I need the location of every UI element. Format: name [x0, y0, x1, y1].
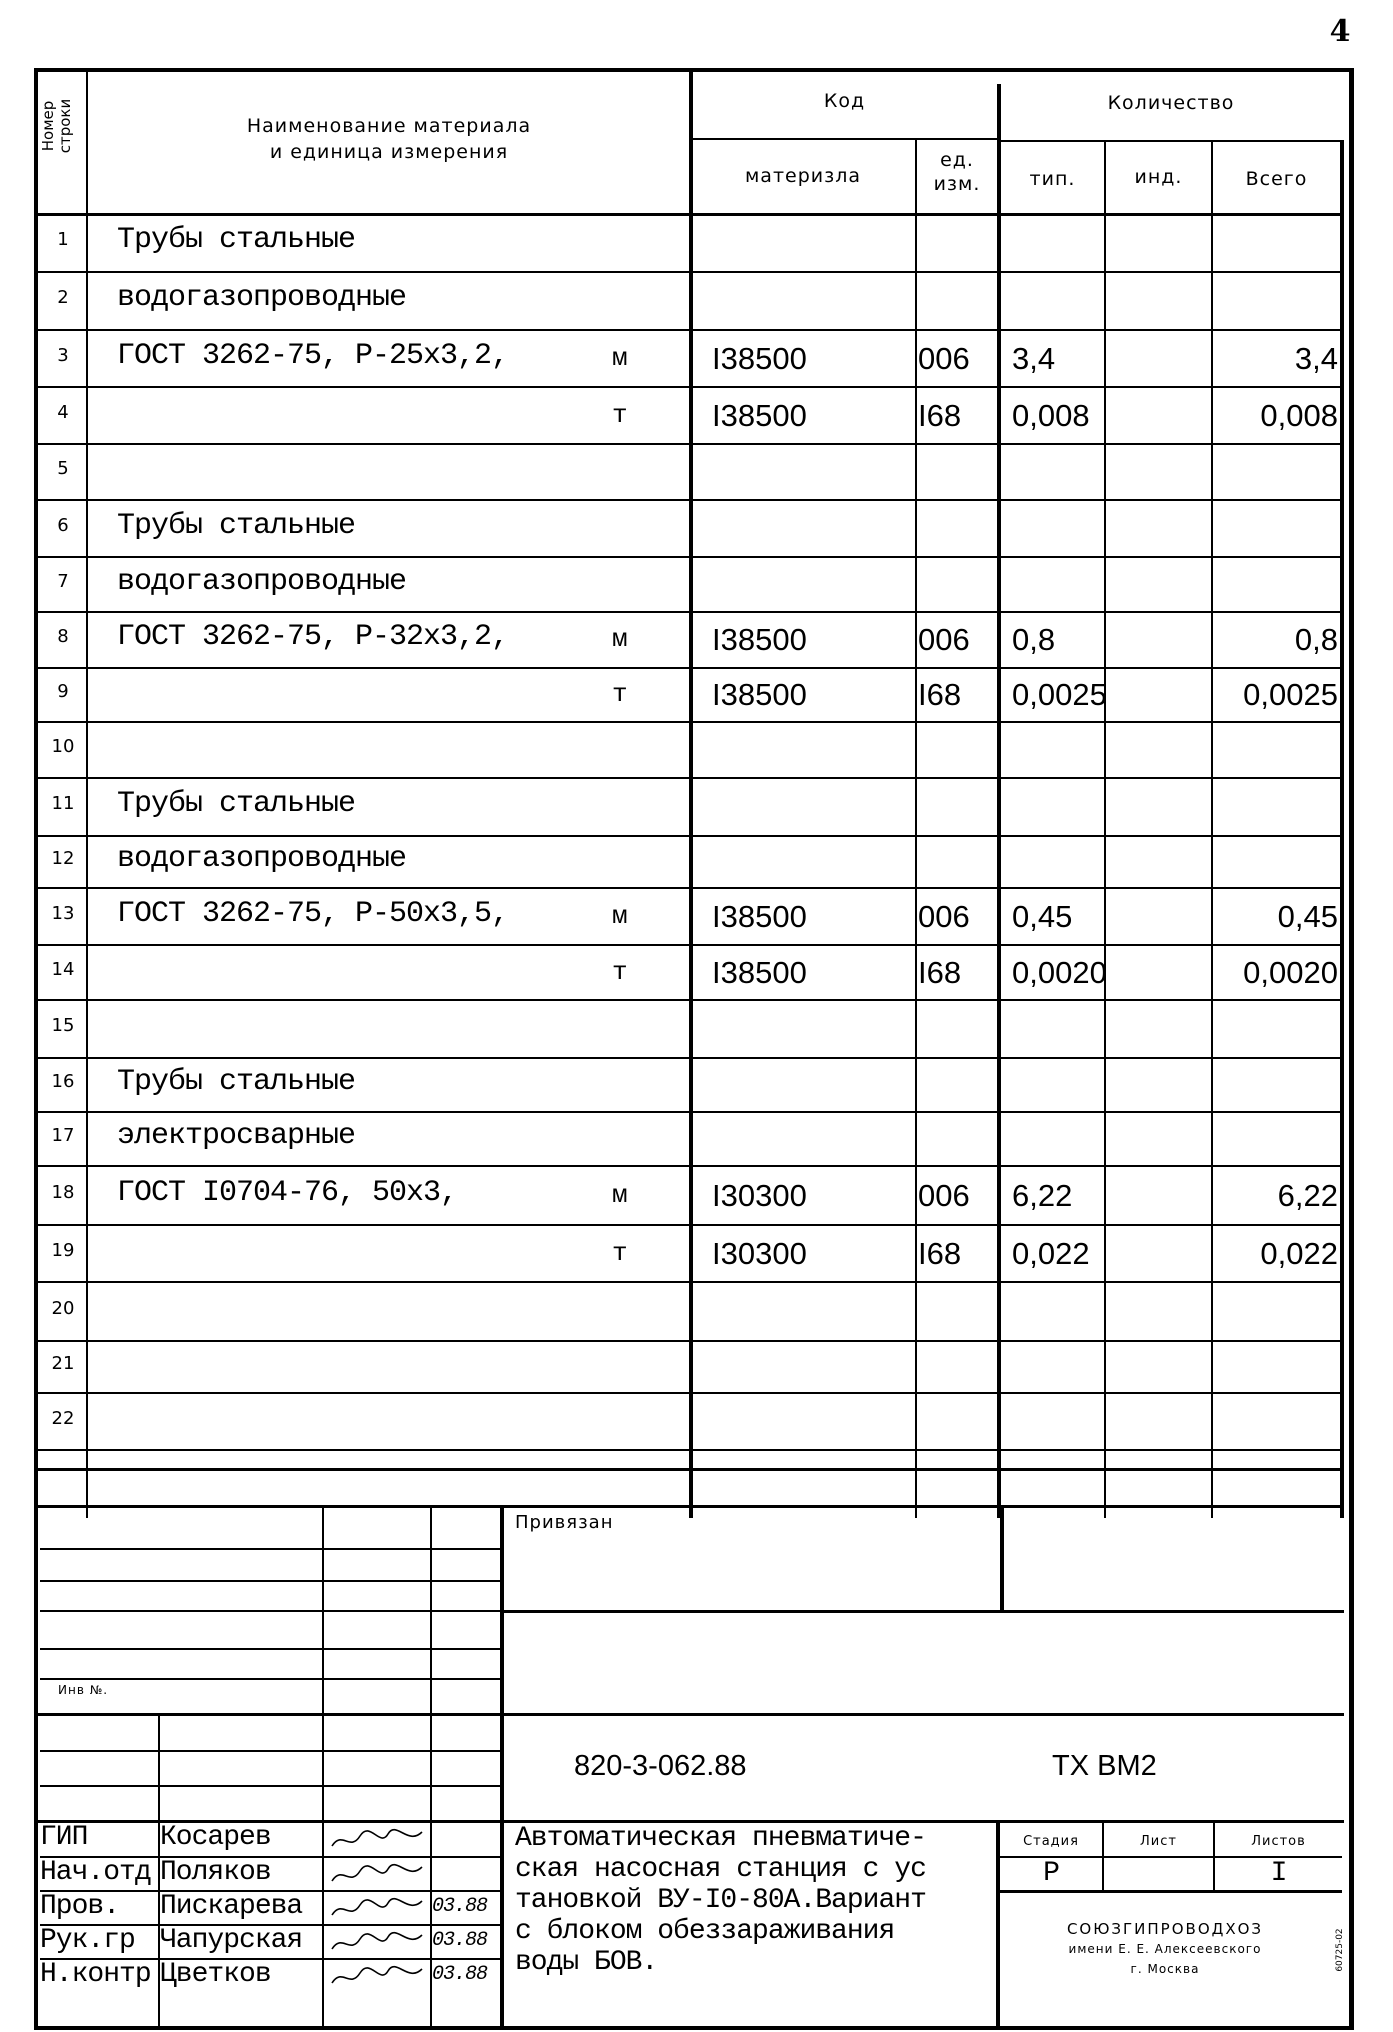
signer-name: Поляков [160, 1857, 271, 1888]
code-header: Код [823, 90, 866, 112]
qty-type: 6,22 [1012, 1178, 1073, 1213]
material-name: ГОСТ I0704-76, 50х3, [117, 1176, 458, 1210]
unit-of-measure: м [612, 624, 628, 654]
material-code: I38500 [712, 677, 807, 712]
signature-scribble [328, 1826, 426, 1854]
signer-name: Чапурская [160, 1925, 303, 1956]
table-row [0, 1000, 1393, 1058]
unit-code: 006 [918, 622, 970, 657]
material-code: I30300 [712, 1178, 807, 1213]
unit-code: I68 [918, 398, 962, 433]
row-number: 7 [57, 571, 69, 592]
table-row [0, 387, 1393, 444]
signer-date: 03.88 [432, 1895, 488, 1918]
row-number: 3 [57, 345, 69, 366]
sheet-label: Лист [1140, 1834, 1177, 1849]
qty-type: 0,8 [1012, 622, 1056, 657]
code-unit-header: ед. изм. [933, 149, 981, 195]
name-header: Наименование материала и единица измерения [246, 115, 532, 163]
stamp-top-line [34, 1468, 1344, 1471]
row-number: 2 [57, 287, 69, 308]
row-number: 10 [51, 736, 75, 757]
material-name: водогазопроводные [117, 565, 407, 599]
row-number: 17 [51, 1125, 75, 1146]
table-row [0, 1282, 1393, 1341]
signature-scribble [328, 1861, 426, 1889]
signer-date: 03.88 [432, 1963, 488, 1986]
table-row [0, 836, 1393, 888]
table-row [0, 1225, 1393, 1282]
row-number: 11 [51, 793, 75, 814]
stage-value: Р [1043, 1858, 1059, 1889]
org-city: г. Москва [1130, 1962, 1200, 1976]
page-number: 4 [1329, 14, 1351, 49]
doc-mark: ТХ ВМ2 [1052, 1750, 1157, 1782]
row-number: 1 [57, 229, 69, 250]
sheets-value: I [1270, 1858, 1287, 1889]
unit-code: I68 [918, 1236, 962, 1271]
unit-of-measure: м [612, 343, 628, 373]
unit-of-measure: м [612, 1180, 628, 1210]
row-number: 16 [51, 1071, 75, 1092]
table-row [0, 1341, 1393, 1393]
doc-title-5: воды БОВ. [515, 1947, 658, 1978]
material-name: водогазопроводные [117, 842, 407, 876]
material-code: I30300 [712, 1236, 807, 1271]
signature-scribble [328, 1929, 426, 1957]
row-number: 15 [51, 1015, 75, 1036]
table-row [0, 213, 1393, 272]
table-row [0, 1058, 1393, 1112]
material-code: I38500 [712, 341, 807, 376]
table-row [0, 272, 1393, 330]
signer-date: 03.88 [432, 1929, 488, 1952]
table-row [0, 888, 1393, 945]
unit-of-measure: м [612, 901, 628, 931]
signer-name: Пискарева [160, 1891, 303, 1922]
material-name: ГОСТ 3262-75, Р-50х3,5, [117, 897, 509, 931]
stamp-hline-1 [40, 1548, 500, 1550]
table-row [0, 557, 1393, 612]
stamp-hline-3 [40, 1610, 500, 1612]
material-code: I38500 [712, 398, 807, 433]
qty-total-header: Всего [1245, 168, 1308, 190]
qty-type: 0,022 [1012, 1236, 1090, 1271]
qty-type: 0,0020 [1012, 955, 1107, 990]
stamp-hline-6 [34, 1713, 1344, 1716]
stamp-hline-privyazan [500, 1610, 1344, 1613]
doc-title-2: ская насосная станция с ус [515, 1854, 926, 1885]
signature-scribble [328, 1963, 426, 1991]
stamp-hline-4 [40, 1648, 500, 1650]
unit-code: 006 [918, 341, 970, 376]
unit-code: I68 [918, 955, 962, 990]
privyazan-label: Привязан [515, 1512, 614, 1533]
qty-total: 6,22 [1277, 1178, 1338, 1213]
table-row [0, 1393, 1393, 1450]
row-number: 21 [51, 1353, 75, 1374]
table-row [0, 330, 1393, 387]
org-subname: имени Е. Е. Алексеевского [1068, 1942, 1262, 1956]
signer-name: Косарев [160, 1822, 271, 1853]
row-number: 20 [51, 1298, 75, 1319]
material-name: водогазопроводные [117, 281, 407, 315]
qty-type: 0,0025 [1012, 677, 1107, 712]
unit-of-measure: т [612, 1238, 628, 1268]
qty-type: 0,45 [1012, 899, 1073, 934]
code-material-header: материзла [744, 165, 862, 187]
signer-role: Н.контр [40, 1959, 151, 1990]
material-name: Трубы стальные [117, 509, 356, 543]
material-name: электросварные [117, 1119, 356, 1153]
row-number: 18 [51, 1182, 75, 1203]
material-name: Трубы стальные [117, 1065, 356, 1099]
row-number: 8 [57, 626, 69, 647]
quantity-subheader-line [1001, 140, 1341, 142]
qty-ind-header: инд. [1134, 166, 1183, 188]
sheets-label: Листов [1251, 1834, 1306, 1849]
material-name: ГОСТ 3262-75, Р-25х3,2, [117, 339, 509, 373]
side-code: 60725-02 [1335, 1928, 1345, 1972]
stamp-vline-sig [322, 1505, 324, 2030]
table-row [0, 612, 1393, 668]
material-code: I38500 [712, 955, 807, 990]
row-number: 14 [51, 959, 75, 980]
row-number: 9 [57, 681, 69, 702]
table-row [0, 1166, 1393, 1225]
signer-role: Нач.отд [40, 1857, 151, 1888]
table-row [0, 945, 1393, 1000]
unit-of-measure: т [612, 679, 628, 709]
code-subheader-line [691, 138, 1001, 140]
doc-title-1: Автоматическая пневматиче- [515, 1823, 926, 1854]
doc-code: 820-3-062.88 [574, 1750, 747, 1782]
row-number: 12 [51, 848, 75, 869]
qty-total: 0,0025 [1243, 677, 1338, 712]
unit-code: 006 [918, 899, 970, 934]
row-number: 19 [51, 1240, 75, 1261]
qty-total: 3,4 [1294, 341, 1338, 376]
material-code: I38500 [712, 899, 807, 934]
signature-scribble [328, 1895, 426, 1923]
row-number: 6 [57, 515, 69, 536]
qty-total: 0,008 [1260, 398, 1338, 433]
stamp-hline-8 [40, 1785, 500, 1787]
qty-total: 0,022 [1260, 1236, 1338, 1271]
material-name: ГОСТ 3262-75, Р-32х3,2, [117, 620, 509, 654]
unit-code: 006 [918, 1178, 970, 1213]
row-number: 5 [57, 458, 69, 479]
stage-block-bottom [998, 1890, 1342, 1893]
quantity-header: Количество [1107, 92, 1235, 114]
qty-type: 0,008 [1012, 398, 1090, 433]
stamp-vline-main [500, 1505, 504, 2030]
stamp-hline-7 [40, 1750, 500, 1752]
stage-label: Стадия [1023, 1834, 1079, 1849]
doc-title-4: с блоком обеззараживания [515, 1916, 895, 1947]
qty-type-header: тип. [1029, 168, 1076, 190]
org-name: СОЮЗГИПРОВОДХОЗ [1066, 1920, 1264, 1938]
unit-code: I68 [918, 677, 962, 712]
qty-type: 3,4 [1012, 341, 1056, 376]
stamp-hline-2 [40, 1580, 500, 1582]
unit-of-measure: т [612, 957, 628, 987]
stamp-second-line [34, 1505, 1344, 1508]
stamp-hline-5 [40, 1678, 500, 1680]
signer-role: Рук.гр [40, 1925, 135, 1956]
material-name: Трубы стальные [117, 223, 356, 257]
signer-role: Пров. [40, 1891, 120, 1922]
doc-title-3: тановкой ВУ-I0-80А.Вариант [515, 1885, 926, 1916]
qty-total: 0,45 [1277, 899, 1338, 934]
row-number: 22 [51, 1408, 75, 1429]
row-number: 4 [57, 402, 69, 423]
qty-total: 0,8 [1294, 622, 1338, 657]
unit-of-measure: т [612, 400, 628, 430]
signer-role: ГИП [40, 1822, 88, 1853]
inv-number-label: Инв №. [58, 1683, 109, 1697]
material-code: I38500 [712, 622, 807, 657]
row-number-header: Номер строки [39, 98, 74, 154]
table-row [0, 668, 1393, 722]
table-row [0, 444, 1393, 500]
signer-name: Цветков [160, 1959, 271, 1990]
table-row [0, 722, 1393, 778]
row-number: 13 [51, 903, 75, 924]
table-row [0, 500, 1393, 557]
table-row [0, 778, 1393, 836]
privyazan-divider [1000, 1505, 1004, 1610]
material-name: Трубы стальные [117, 787, 356, 821]
table-row [0, 1112, 1393, 1166]
qty-total: 0,0020 [1243, 955, 1338, 990]
